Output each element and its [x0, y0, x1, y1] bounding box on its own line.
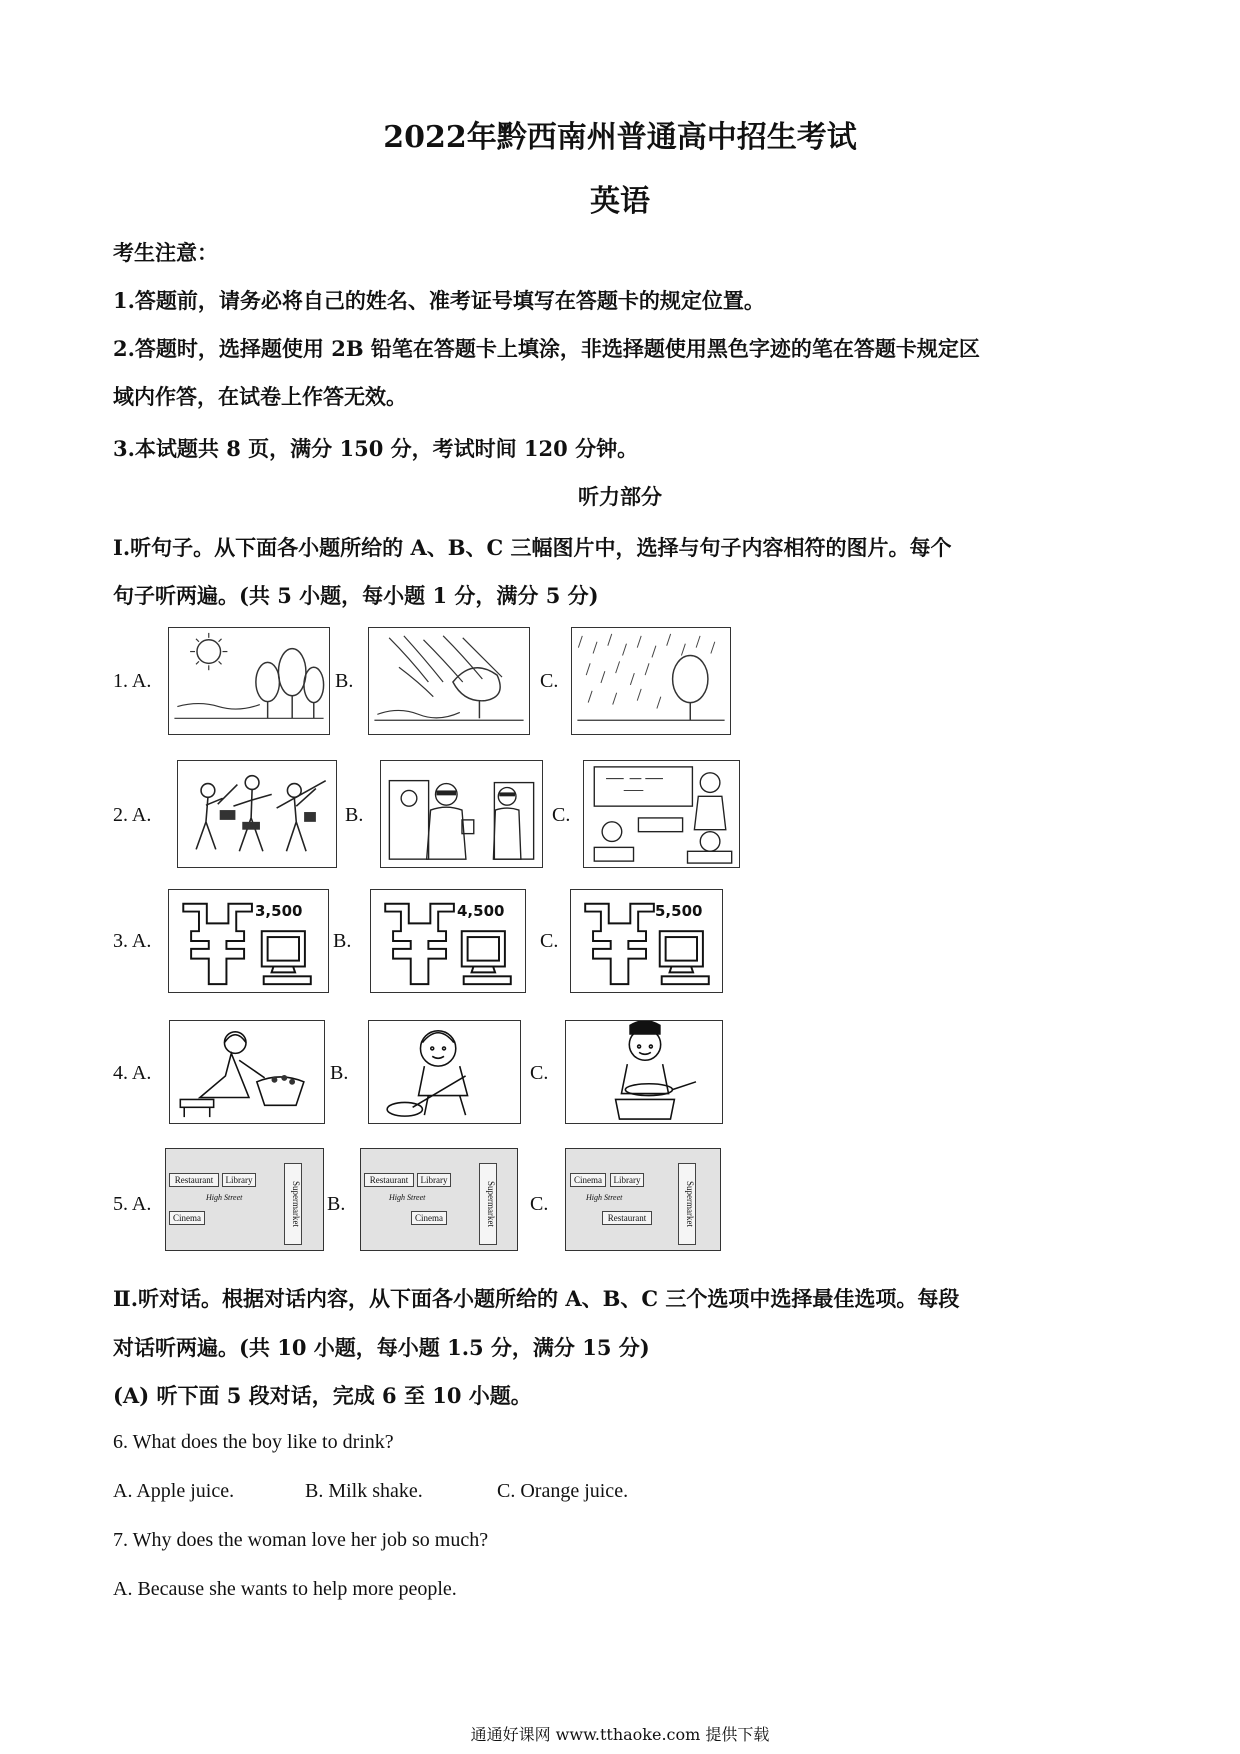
question-3-option-c-price-picture[interactable] — [570, 889, 723, 993]
notice-heading: 考生注意： — [113, 240, 218, 265]
question-3-option-b-price-picture[interactable] — [370, 889, 526, 993]
question-1-option-a-sunny-picture[interactable] — [168, 627, 330, 735]
question-2-option-a-concert-picture[interactable] — [177, 760, 337, 868]
question-5-label: 5. A. — [113, 1193, 152, 1215]
question-2-option-c-label: C. — [552, 804, 571, 826]
map-b-supermarket: Supermarket — [479, 1163, 497, 1245]
question-2-option-b-cinema-picture[interactable] — [380, 760, 543, 868]
part2-instruction-line-1: Ⅱ.听对话。根据对话内容，从下面各小题所给的 A、B、C 三个选项中选择最佳选项。每段 — [113, 1286, 960, 1311]
question-6-option-b[interactable]: B. Milk shake. — [305, 1480, 423, 1502]
question-7-text: 7. Why does the woman love her job so much? — [113, 1529, 489, 1551]
map-c-street: High Street — [586, 1193, 623, 1202]
exam-title: 2022年黔西南州普通高中招生考试 — [383, 120, 857, 155]
section-a-instruction: (A) 听下面 5 段对话，完成 6 至 10 小题。 — [113, 1383, 532, 1408]
listening-heading: 听力部分 — [578, 484, 662, 509]
map-c-supermarket: Supermarket — [678, 1163, 696, 1245]
part1-instruction-line-1: Ⅰ.听句子。从下面各小题所给的 A、B、C 三幅图片中，选择与句子内容相符的图片。每个 — [113, 535, 952, 560]
map-a-library: Library — [222, 1173, 256, 1187]
part2-instruction-line-2: 对话听两遍。(共 10 小题，每小题 1.5 分，满分 15 分) — [113, 1335, 650, 1360]
map-c-restaurant: Restaurant — [602, 1211, 652, 1225]
question-5-option-b-map-picture[interactable] — [360, 1148, 518, 1251]
map-b-restaurant: Restaurant — [364, 1173, 414, 1187]
question-4-option-c-cooking-picture[interactable] — [565, 1020, 723, 1124]
question-5-option-c-label: C. — [530, 1193, 549, 1215]
notice-item-2-line-2: 域内作答，在试卷上作答无效。 — [113, 384, 407, 409]
exam-subject: 英语 — [590, 184, 650, 219]
question-3-option-c-price: 5,500 — [655, 902, 703, 920]
question-5-option-b-label: B. — [327, 1193, 346, 1215]
notice-item-2-line-1: 2.答题时，选择题使用 2B 铅笔在答题卡上填涂，非选择题使用黑色字迹的笔在答题卡规定区 — [113, 336, 980, 361]
question-6-option-c[interactable]: C. Orange juice. — [497, 1480, 629, 1502]
question-7-option-a[interactable]: A. Because she wants to help more people. — [113, 1578, 457, 1600]
map-b-street: High Street — [389, 1193, 426, 1202]
question-4-option-c-label: C. — [530, 1062, 549, 1084]
question-6-option-a[interactable]: A. Apple juice. — [113, 1480, 235, 1502]
map-a-restaurant: Restaurant — [169, 1173, 219, 1187]
question-1-option-b-label: B. — [335, 670, 354, 692]
map-b-cinema: Cinema — [411, 1211, 447, 1225]
map-c-cinema: Cinema — [570, 1173, 606, 1187]
question-1-option-c-label: C. — [540, 670, 559, 692]
question-4-option-b-label: B. — [330, 1062, 349, 1084]
map-a-cinema: Cinema — [169, 1211, 205, 1225]
question-3-option-b-label: B. — [333, 930, 352, 952]
question-2-label: 2. A. — [113, 804, 152, 826]
notice-item-3: 3.本试题共 8 页，满分 150 分，考试时间 120 分钟。 — [113, 436, 639, 461]
question-3-option-a-price-picture[interactable] — [168, 889, 329, 993]
question-3-option-c-label: C. — [540, 930, 559, 952]
question-3-option-a-price: 3,500 — [255, 902, 303, 920]
question-3-label: 3. A. — [113, 930, 152, 952]
map-c-library: Library — [610, 1173, 644, 1187]
question-1-label: 1. A. — [113, 670, 152, 692]
question-2-option-b-label: B. — [345, 804, 364, 826]
question-4-label: 4. A. — [113, 1062, 152, 1084]
part1-instruction-line-2: 句子听两遍。(共 5 小题，每小题 1 分，满分 5 分) — [113, 583, 599, 608]
question-5-option-c-map-picture[interactable] — [565, 1148, 721, 1251]
question-3-option-b-price: 4,500 — [457, 902, 505, 920]
footer-source: 通通好课网 www.tthaoke.com 提供下载 — [470, 1725, 770, 1744]
question-4-option-a-washing-picture[interactable] — [169, 1020, 325, 1124]
question-1-option-b-windy-picture[interactable] — [368, 627, 530, 735]
question-1-option-c-rainy-picture[interactable] — [571, 627, 731, 735]
question-4-option-b-sweeping-picture[interactable] — [368, 1020, 521, 1124]
map-b-library: Library — [417, 1173, 451, 1187]
notice-item-1: 1.答题前，请务必将自己的姓名、准考证号填写在答题卡的规定位置。 — [113, 288, 765, 313]
question-2-option-c-classroom-picture[interactable] — [583, 760, 740, 868]
question-5-option-a-map-picture[interactable] — [165, 1148, 324, 1251]
map-a-supermarket: Supermarket — [284, 1163, 302, 1245]
question-6-text: 6. What does the boy like to drink? — [113, 1431, 394, 1453]
map-a-street: High Street — [206, 1193, 243, 1202]
